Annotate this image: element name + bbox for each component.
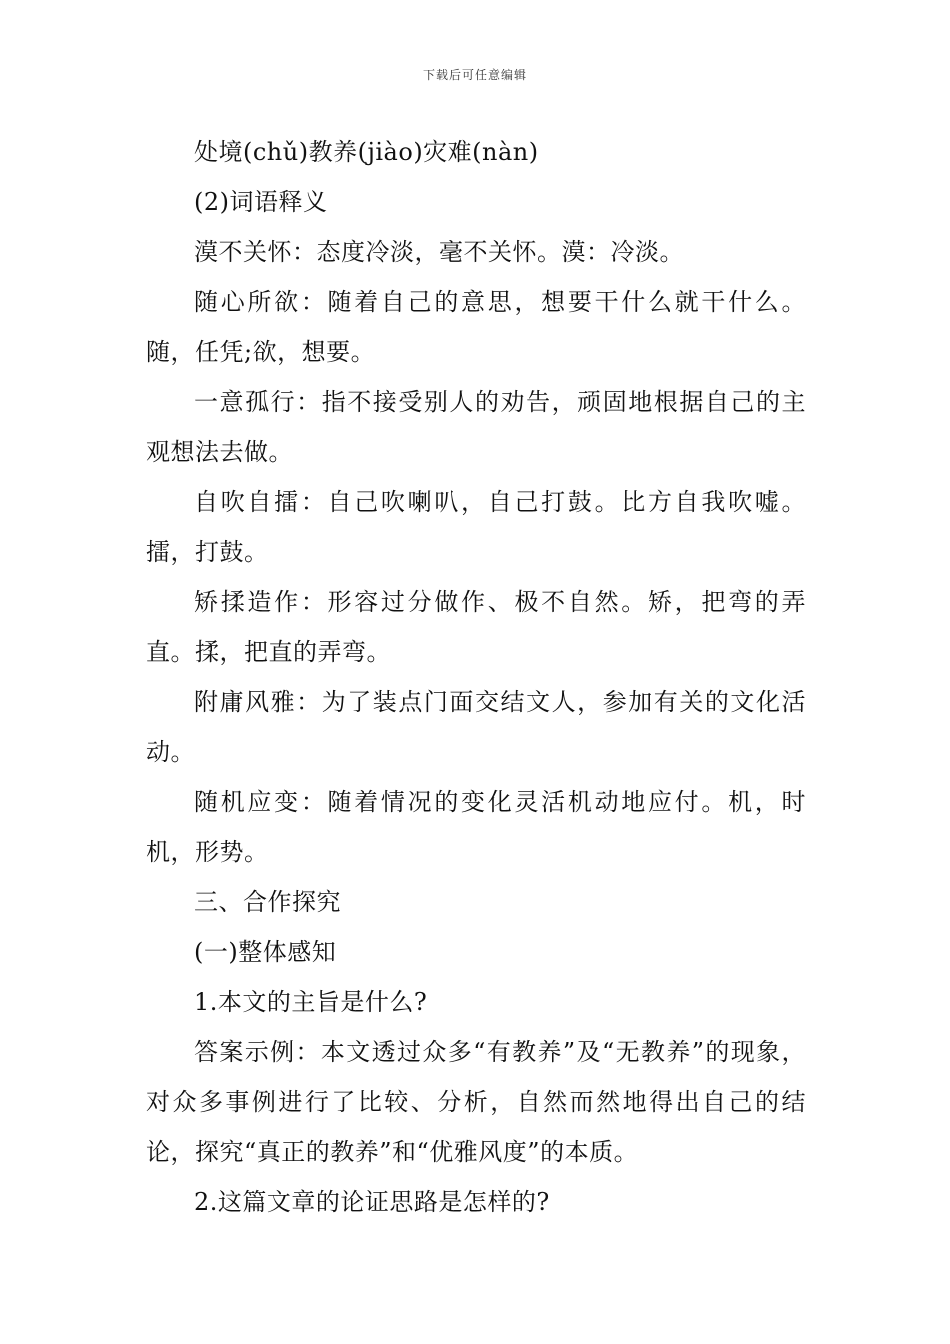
paragraph-term: 附庸风雅：为了装点门面交结文人，参加有关的文化活动。 [146,688,806,766]
paragraph-term: 一意孤行：指不接受别人的劝告，顽固地根据自己的主观想法去做。 [146,388,806,466]
answer: 答案示例：本文透过众多“有教养”及“无教养”的现象，对众多事例进行了比较、分析，自然而然地得出自己的结论，探究“真正的教养”和“优雅风度”的本质。 [146,1038,806,1166]
paragraph-term: 随机应变：随着情况的变化灵活机动地应付。机，时机，形势。 [146,788,806,866]
paragraph-term: 自吹自擂：自己吹喇叭，自己打鼓。比方自我吹嘘。擂，打鼓。 [146,488,806,566]
question: 2.这篇文章的论证思路是怎样的? [194,1188,550,1216]
paragraph-term: 矫揉造作：形容过分做作、极不自然。矫，把弯的弄直。揉，把直的弄弯。 [146,588,806,666]
page-header: 下载后可任意编辑 [422,68,527,82]
paragraph-section-vocab: (2)词语释义 [194,188,328,216]
paragraph-term: 随心所欲：随着自己的意思，想要干什么就干什么。随，任凭;欲，想要。 [146,288,806,366]
section-heading: 三、合作探究 [194,888,341,916]
question: 1.本文的主旨是什么? [194,988,428,1016]
paragraph-term: 漠不关怀：态度冷淡，毫不关怀。漠：冷淡。 [194,238,684,266]
paragraph-pronunciation: 处境(chǔ)教养(jiào)灾难(nàn) [194,138,539,166]
subsection-heading: (一)整体感知 [194,938,337,966]
document-body [146,127,806,1227]
